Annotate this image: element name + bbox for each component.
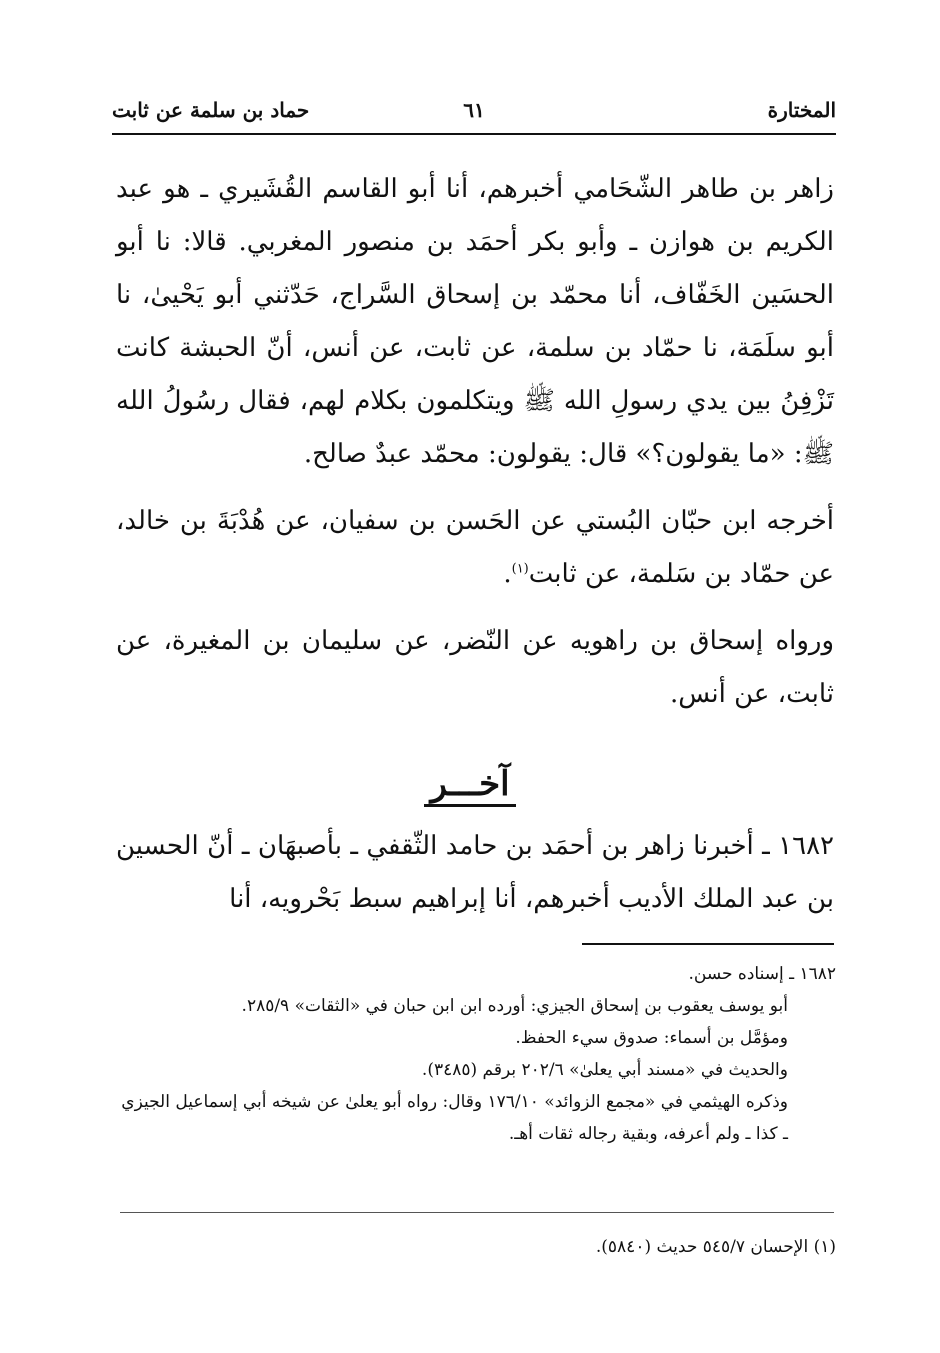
note-narrator-1: أبو يوسف يعقوب بن إسحاق الجيزي: أورده ابن ابن حبان في «الثقات» ٢٨٥/٩. [241,996,788,1016]
note-isnad: ١٦٨٢ ـ إسناده حسن. [688,964,836,984]
section-heading-text: آخـــر [424,764,515,807]
footnote-1: (١) الإحسان ٥٤٥/٧ حديث (٥٨٤٠). [595,1237,836,1257]
riwaya-paragraph: ورواه إسحاق بن راهويه عن النّضر، عن سليمان بن المغيرة، عن ثابت، عن أنس. [116,626,834,709]
header-book-title: المختارة [767,98,836,122]
footnote-ref[interactable]: (١) [511,561,529,577]
takhrij-text: أخرجه ابن حبّان البُستي عن الحَسن بن سفيان، عن هُدْبَةَ بن خالد، عن حمّاد بن سَلمة، عن ثابت [116,506,834,589]
takhrij-paragraph [116,495,834,601]
footnote-separator [120,1212,834,1213]
commentary-notes [120,958,836,1150]
hadith-1682 [116,820,834,926]
header-rule [112,133,836,135]
hadith-text: زاهر بن طاهر الشّحَامي أخبرهم، أنا أبو القاسم القُشَيري ـ هو عبد الكريم بن هوازن ـ وأبو بكر أحمَد بن منصور المغربي. قالا: نا أبو الحسَين الخَفّاف، أنا محمّد بن إسحاق السَّراج، حَدّثني أبو يَحْيىٰ، نا أبو سلَمَة، نا حمّاد بن سلمة، عن ثابت، عن أنس، أنّ الحبشة كانت تَزْفِنُ بين يدي رسولِ الله ﷺ ويتكلمون بكلام لهم، فقال رسُولُ الله ﷺ: «ما يقولون؟» قال: يقولون: محمّد عبدٌ صالح. [116,174,834,469]
main-text [116,163,834,721]
hadith-1682-text: ١٦٨٢ ـ أخبرنا زاهر بن أحمَد بن حامد الثّقفي ـ بأصبهَان ـ أنّ الحسين بن عبد الملك الأديب أخبرهم، أنا إبراهيم سبط بَحْرويه، أنا [116,831,834,914]
footnotes [120,1232,836,1262]
section-heading [0,760,940,808]
notes-separator [582,943,834,945]
note-source-1: والحديث في «مسند أبي يعلىٰ» ٢٠٢/٦ برقم (٣٤٨٥). [421,1060,788,1080]
running-header [112,96,836,130]
header-chapter-title: حماد بن سلمة عن ثابت [112,98,310,122]
note-source-2: وذكره الهيثمي في «مجمع الزوائد» ١٧٦/١٠ وقال: رواه أبو يعلىٰ عن شيخه أبي إسماعيل الجيزي ـ كذا ـ ولم أعرفه، وبقية رجاله ثقات أهـ. [121,1092,788,1144]
page-number: ٦١ [463,98,485,122]
note-narrator-2: ومؤمَّل بن أسماء: صدوق سيء الحفظ. [515,1028,788,1048]
takhrij-end: . [503,559,512,589]
